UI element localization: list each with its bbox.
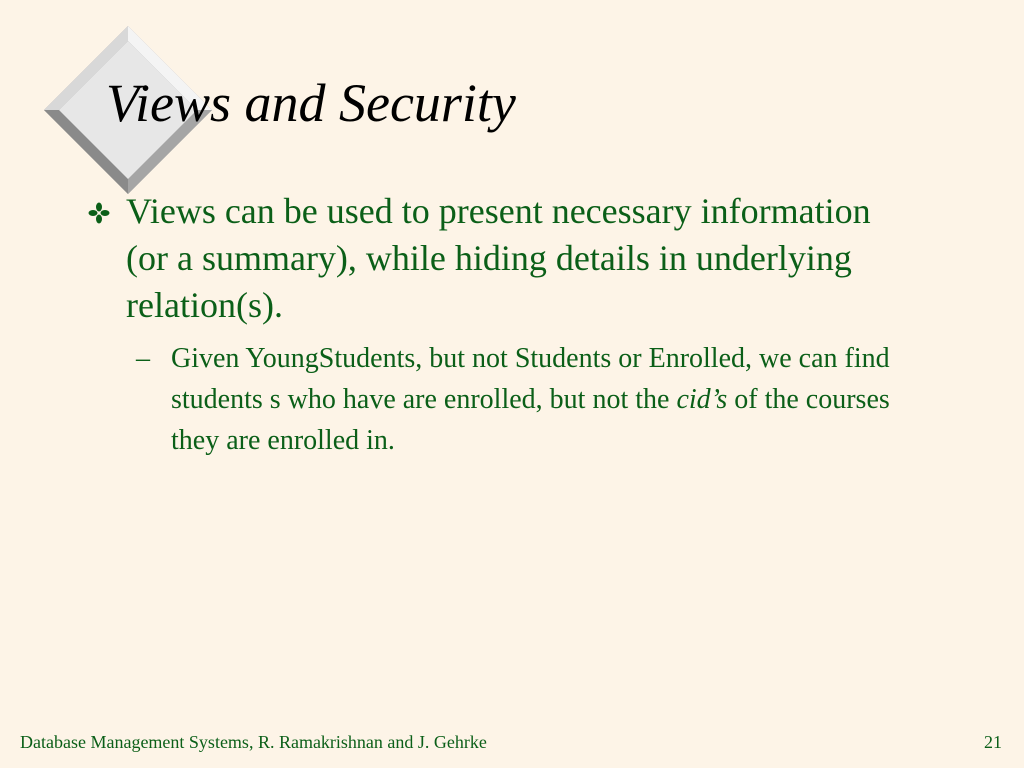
four-petal-bullet-icon — [88, 202, 110, 224]
sub-bullet-text — [171, 338, 901, 461]
bullet-main-text: Views can be used to present necessary information (or a summary), while hiding details in underlying relation(s). — [126, 191, 871, 325]
footer-citation: Database Management Systems, R. Ramakrishnan and J. Gehrke — [20, 732, 487, 752]
page-number: 21 — [984, 732, 1002, 752]
sub-bullet-text-part2: of the courses they are enrolled in. — [171, 384, 890, 456]
sub-bullet-text-italic: cid’s — [676, 384, 728, 415]
slide-title: Views and Security — [106, 73, 516, 133]
sub-bullet-dash: – — [136, 343, 150, 374]
sub-bullet-text-part1: Given YoungStudents, but not Students or Enrolled, we can find students s who have are enrolled, but not the — [171, 343, 890, 415]
